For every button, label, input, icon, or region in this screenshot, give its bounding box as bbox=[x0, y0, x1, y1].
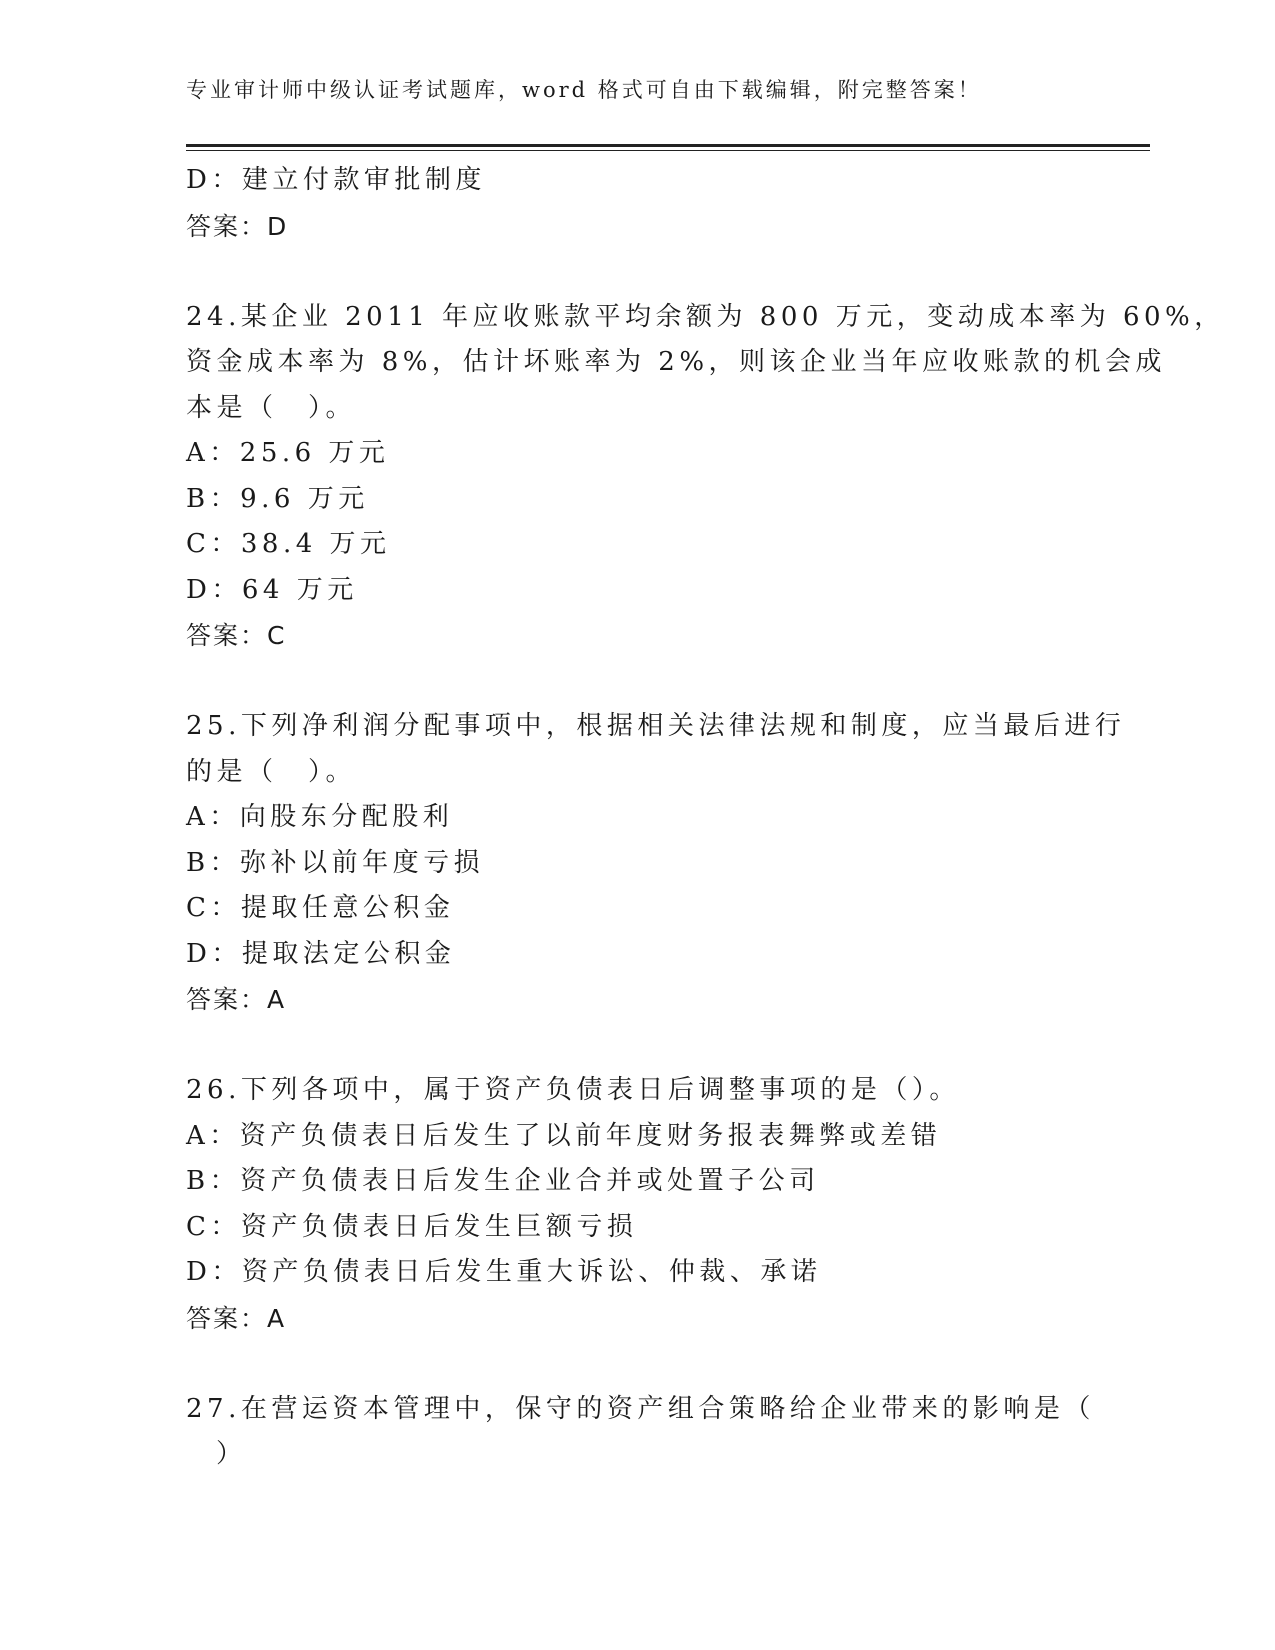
q27-stem-line-1: 27.在营运资本管理中，保守的资产组合策略给企业带来的影响是（ bbox=[186, 1393, 1095, 1424]
header-rule-thin bbox=[186, 150, 1150, 151]
q25-stem-line-2: 的是（ ）。 bbox=[186, 756, 357, 787]
q25-stem-line-1: 25.下列净利润分配事项中，根据相关法律法规和制度，应当最后进行 bbox=[186, 711, 1126, 741]
q24-stem-line-3: 本是（ ）。 bbox=[186, 392, 357, 423]
q24-option-a: A：25.6 万元 bbox=[186, 438, 390, 468]
q25-option-b: B：弥补以前年度亏损 bbox=[186, 847, 485, 878]
q26-stem-line-1: 26.下列各项中，属于资产负债表日后调整事项的是（）。 bbox=[186, 1075, 960, 1105]
q24-stem-line-1: 24.某企业 2011 年应收账款平均余额为 800 万元，变动成本率为 60%， bbox=[186, 301, 1225, 332]
q26-option-c: C：资产负债表日后发生巨额亏损 bbox=[186, 1211, 638, 1242]
q24-option-d: D：64 万元 bbox=[186, 574, 358, 605]
q24-answer: 答案：C bbox=[186, 621, 287, 650]
spacer bbox=[186, 1023, 1116, 1069]
q26-answer: 答案：A bbox=[186, 1303, 287, 1333]
q23-option-d: D：建立付款审批制度 bbox=[186, 165, 486, 195]
spacer bbox=[186, 659, 1116, 705]
q23-answer: 答案：D bbox=[186, 211, 289, 241]
q24-option-b: B：9.6 万元 bbox=[186, 483, 369, 514]
q25-answer: 答案：A bbox=[186, 985, 287, 1014]
question-content bbox=[186, 158, 1225, 1478]
header-rule-thick bbox=[186, 144, 1150, 147]
q26-option-b: B：资产负债表日后发生企业合并或处置子公司 bbox=[186, 1166, 820, 1196]
q27-stem-line-2: ） bbox=[216, 1439, 247, 1469]
q24-option-c: C：38.4 万元 bbox=[186, 529, 391, 559]
spacer bbox=[186, 249, 1116, 295]
q25-option-c: C：提取任意公积金 bbox=[186, 893, 455, 923]
q25-option-a: A：向股东分配股利 bbox=[186, 802, 454, 832]
spacer bbox=[186, 1341, 1116, 1387]
q26-option-a: A：资产负债表日后发生了以前年度财务报表舞弊或差错 bbox=[186, 1120, 942, 1151]
q24-stem-line-2: 资金成本率为 8%，估计坏账率为 2%，则该企业当年应收账款的机会成 bbox=[186, 347, 1167, 377]
q26-option-d: D：资产负债表日后发生重大诉讼、仲裁、承诺 bbox=[186, 1257, 822, 1287]
page-header: 专业审计师中级认证考试题库，word 格式可自由下载编辑，附完整答案！ bbox=[186, 78, 982, 102]
q25-option-d: D：提取法定公积金 bbox=[186, 938, 456, 969]
